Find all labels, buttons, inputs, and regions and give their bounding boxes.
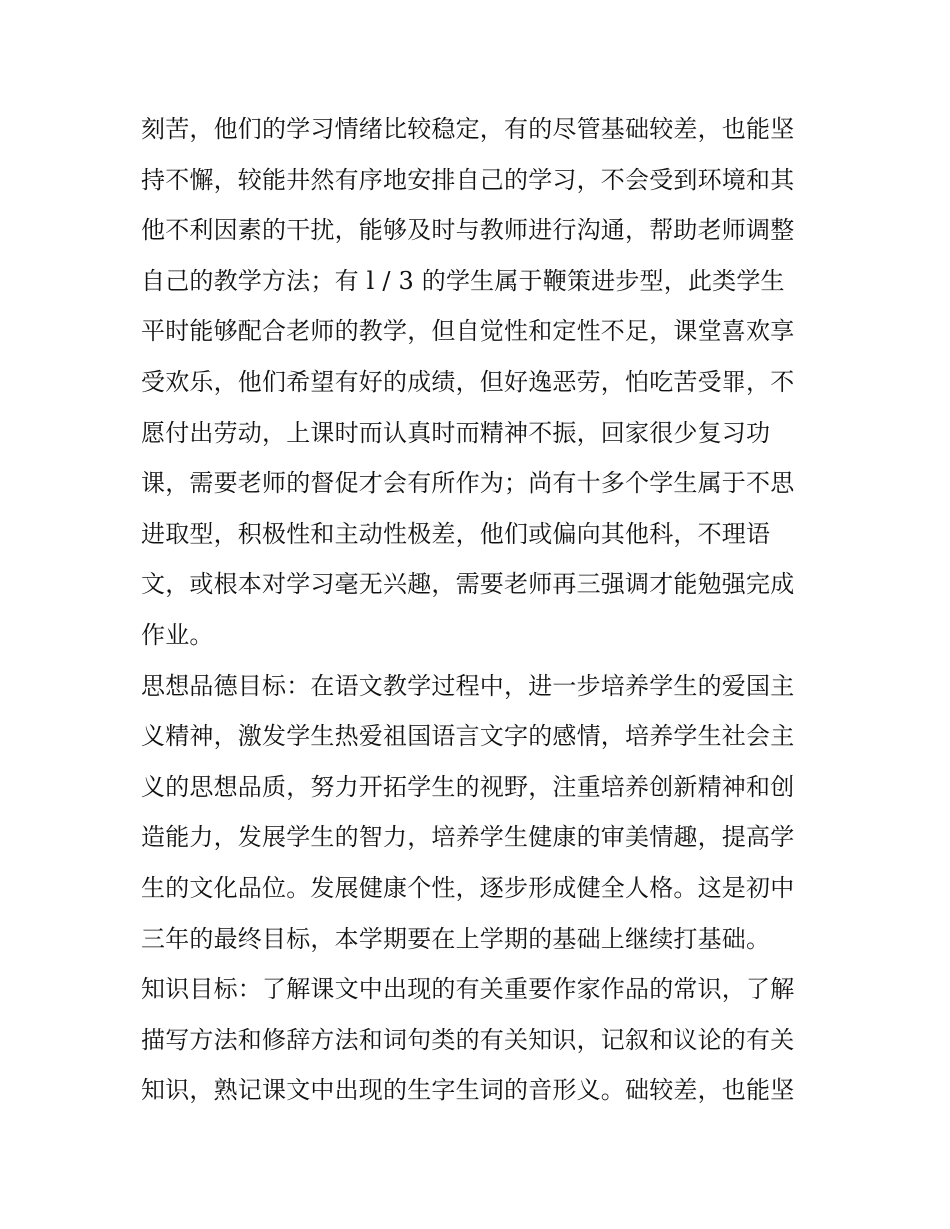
text-line: 知识，熟记课文中出现的生字生词的音形义。础较差，也能坚 — [141, 1076, 795, 1105]
text-line: 愿付出劳动，上课时而认真时而精神不振，回家很少复习功 — [141, 418, 771, 447]
text-line: 刻苦，他们的学习情绪比较稳定，有的尽管基础较差，也能坚 — [141, 115, 795, 143]
text-line: 描写方法和修辞方法和词句类的有关知识，记叙和议论的有关 — [141, 1025, 795, 1054]
text-line: 造能力，发展学生的智力，培养学生健康的审美情趣，提高学 — [141, 823, 795, 852]
text-line: 文，或根本对学习毫无兴趣，需要老师再三强调才能勉强完成 — [141, 570, 795, 599]
document-body — [141, 104, 821, 1116]
text-line: 受欢乐，他们希望有好的成绩，但好逸恶劳，怕吃苦受罪，不 — [141, 367, 795, 396]
text-line: 平时能够配合老师的教学，但自觉性和定性不足，课堂喜欢享 — [141, 317, 795, 346]
text-line: 义的思想品质，努力开拓学生的视野，注重培养创新精神和创 — [141, 772, 795, 801]
text-line: 三年的最终目标，本学期要在上学期的基础上继续打基础。 — [141, 924, 771, 953]
text-line: 他不利因素的干扰，能够及时与教师进行沟通，帮助老师调整 — [141, 216, 795, 245]
text-line: 持不懈，较能井然有序地安排自己的学习，不会受到环境和其 — [141, 165, 795, 194]
text-line: 义精神，激发学生热爱祖国语言文字的感情，培养学生社会主 — [141, 722, 795, 751]
text-line: 生的文化品位。发展健康个性，逐步形成健全人格。这是初中 — [141, 873, 795, 902]
text-line: 作业。 — [141, 620, 214, 649]
text-line: 课，需要老师的督促才会有所作为；尚有十多个学生属于不思 — [141, 469, 795, 498]
paragraph-moral-goal-start: 思想品德目标：在语文教学过程中，进一步培养学生的爱国主 — [141, 671, 795, 700]
text-line: 进取型，积极性和主动性极差，他们或偏向其他科，不理语 — [141, 519, 771, 548]
paragraph-knowledge-goal-start: 知识目标：了解课文中出现的有关重要作家作品的常识，了解 — [141, 975, 795, 1004]
text-line: 自己的教学方法；有 l / 3 的学生属于鞭策进步型，此类学生 — [141, 266, 785, 295]
